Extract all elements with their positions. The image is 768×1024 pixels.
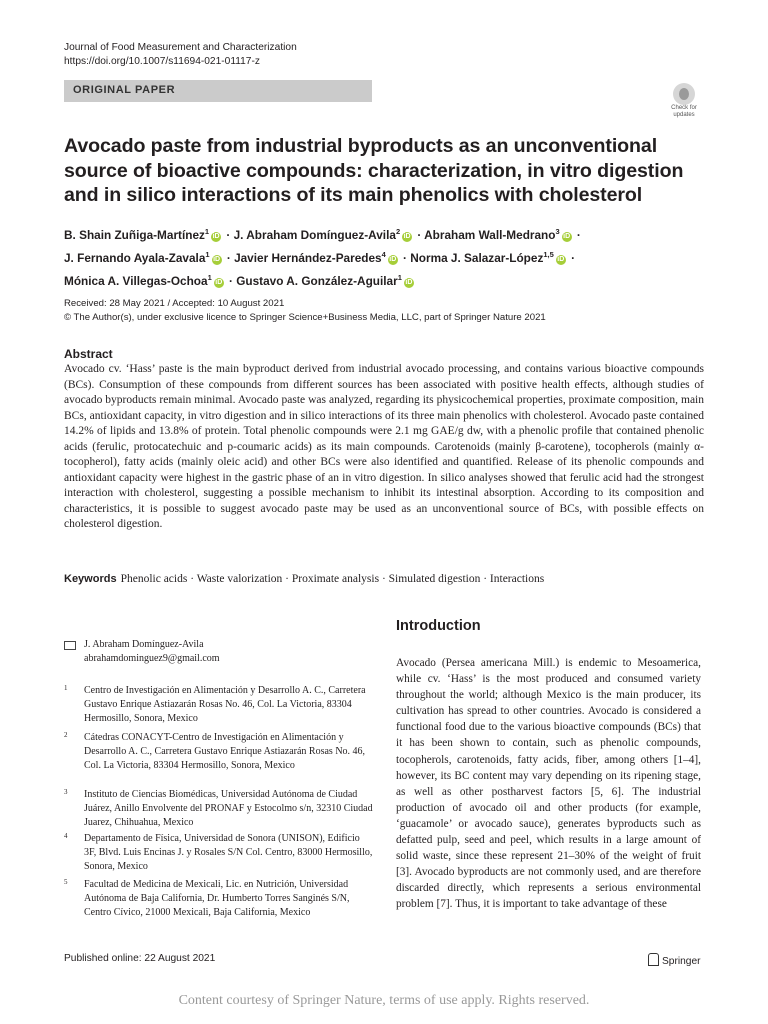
- published-online: Published online: 22 August 2021: [64, 953, 216, 964]
- author: Abraham Wall-Medrano$^3$iD: [424, 227, 571, 242]
- author: J. Abraham Domínguez-Avila$^2$iD: [233, 227, 411, 242]
- received-accepted: Received: 28 May 2021 / Accepted: 10 August 2021: [64, 298, 285, 309]
- check-updates-label-2: updates: [673, 112, 695, 118]
- copyright-line: © The Author(s), under exclusive licence to Springer Science+Business Media, LLC, part of Springer Nature 2021: [64, 311, 546, 323]
- orcid-icon[interactable]: iD: [405, 278, 413, 286]
- doi-link[interactable]: https://doi.org/10.1007/s11694-021-01117-z: [64, 56, 260, 67]
- author: Javier Hernández-Paredes$^4$iD: [234, 249, 397, 265]
- paper-title: Avocado paste from industrial byproducts as an unconventional source of bioactive compounds: characterization, in vitro digestion and in silico interactions of its main phenolics with cholesterol: [64, 135, 684, 206]
- keywords: [64, 573, 704, 585]
- introduction-heading: Introduction: [396, 618, 481, 634]
- article-type-badge: [64, 80, 372, 102]
- envelope-icon: [64, 641, 76, 650]
- courtesy-footer: Content courtesy of Springer Nature, terms of use apply. Rights reserved.: [178, 993, 590, 1008]
- author: Gustavo A. González-Aguilar$^1$iD: [236, 272, 413, 288]
- orcid-icon[interactable]: iD: [563, 232, 571, 240]
- introduction-text: Avocado (Persea americana Mill.) is endemic to Mesoamerica, while cv. ‘Hass’ is the most produced and consumed variety throughout the world; although Mexico is the main producer, its cultivation has spread to other countries. Avocado is considered a functional food due to the various bioactive compounds (BCs) that it has been shown to contain, such as phenolic compounds, tocopherols, carotenoids, fatty acids, fiber, among others [1–4], however, its BC content may vary depending on its ripening stage, as well as other postharvest factors [5, 6]. The industrial production of avocado oil and other products (for example, ‘guacamole’ or avocado sauce), generates byproducts such as defatted pulp, seed and peel, which results in a large amount of solid waste, since these represent 21–30% of the weight of fruit [3]. Avocado byproducts are not commonly used, and are therefore discarded directly, which represents a serious environmental problem [7]. Thus, it is important to take advantage of these: [396, 657, 701, 911]
- publisher-mark: [648, 953, 701, 967]
- orcid-icon[interactable]: iD: [389, 255, 397, 263]
- journal-header: [64, 41, 297, 69]
- article-type-label: ORIGINAL PAPER: [73, 84, 176, 96]
- author: Norma J. Salazar-López$^{1,5}$iD: [410, 249, 565, 265]
- author: Mónica A. Villegas-Ochoa$^1$iD: [64, 272, 223, 288]
- corresponding-email[interactable]: abrahamdominguez9@gmail.com: [84, 653, 220, 664]
- author: B. Shain Zuñiga-Martínez$^1$iD: [64, 227, 220, 242]
- journal-name: Journal of Food Measurement and Characterization: [64, 42, 297, 53]
- author: J. Fernando Ayala-Zavala$^1$iD: [64, 249, 221, 265]
- keywords-text: Phenolic acids · Waste valorization · Proximate analysis · Simulated digestion · Interactions: [120, 573, 545, 585]
- orcid-icon[interactable]: iD: [557, 255, 565, 263]
- orcid-icon[interactable]: iD: [213, 255, 221, 263]
- check-updates-icon: [673, 83, 695, 105]
- check-for-updates-button[interactable]: [664, 83, 704, 123]
- orcid-icon[interactable]: iD: [212, 232, 220, 240]
- publisher-name: Springer: [662, 956, 701, 967]
- keywords-label: Keywords: [64, 573, 117, 585]
- springer-horse-icon: [648, 953, 659, 966]
- author-list: B. Shain Zuñiga-Martínez$^1$iD · J. Abraham Domínguez-Avila$^2$iD · Abraham Wall-Medrano$^3$iD · J. Fernando Ayala-Zavala$^1$iD · Javier Hernández-Paredes$^4$iD · Norma J. Salazar-López$^{1,5}$iD · Mónica A. Villegas-Ochoa$^1$iD · Gustavo A. González-Aguilar$^1$iD: [64, 227, 581, 288]
- orcid-icon[interactable]: iD: [215, 278, 223, 286]
- abstract-text: Avocado cv. ‘Hass’ paste is the main byproduct derived from industrial avocado processing, and contains various bioactive compounds (BCs). Consumption of these compounds from different sources has been associated with positive health effects, although studies of avocado byproducts remain minimal. Avocado paste was analyzed, regarding its physicochemical properties, proximate composition, main BCs, antioxidant capacity, in vitro digestion and in silico interactions of its three main phenolics with cholesterol. Avocado paste contained 14.2% of lipids and 13.8% of protein. Total phenolic compounds were 2.1 mg GAE/g dw, with a phenolic profile that contained phenolic acids (ferulic, protocatechuic and p-coumaric acids) as its main compounds. Carotenoids (mainly β-carotene), tocopherols (mainly α-tocopherol), fatty acids (mainly oleic acid) and other BCs were also identified and quantified. Release of its phenolic compounds and antioxidant capacity were highest in the gastric phase of an in vitro digestion. In silico analyses showed that ferulic acid had the strongest interaction with cholesterol, suggesting a possible mechanism to inhibit its intestinal absorption. According to its composition and characteristics, it is possible to suggest avocado paste may be used as an unconventional source of BCs, with possible effects on cholesterol digestion.: [64, 363, 704, 530]
- check-updates-label-1: Check for: [671, 105, 697, 111]
- article-dates: [64, 297, 546, 324]
- abstract-heading: Abstract: [64, 347, 113, 361]
- orcid-icon[interactable]: iD: [403, 232, 411, 240]
- corresponding-author: J. Abraham Domínguez-Avila: [84, 639, 204, 650]
